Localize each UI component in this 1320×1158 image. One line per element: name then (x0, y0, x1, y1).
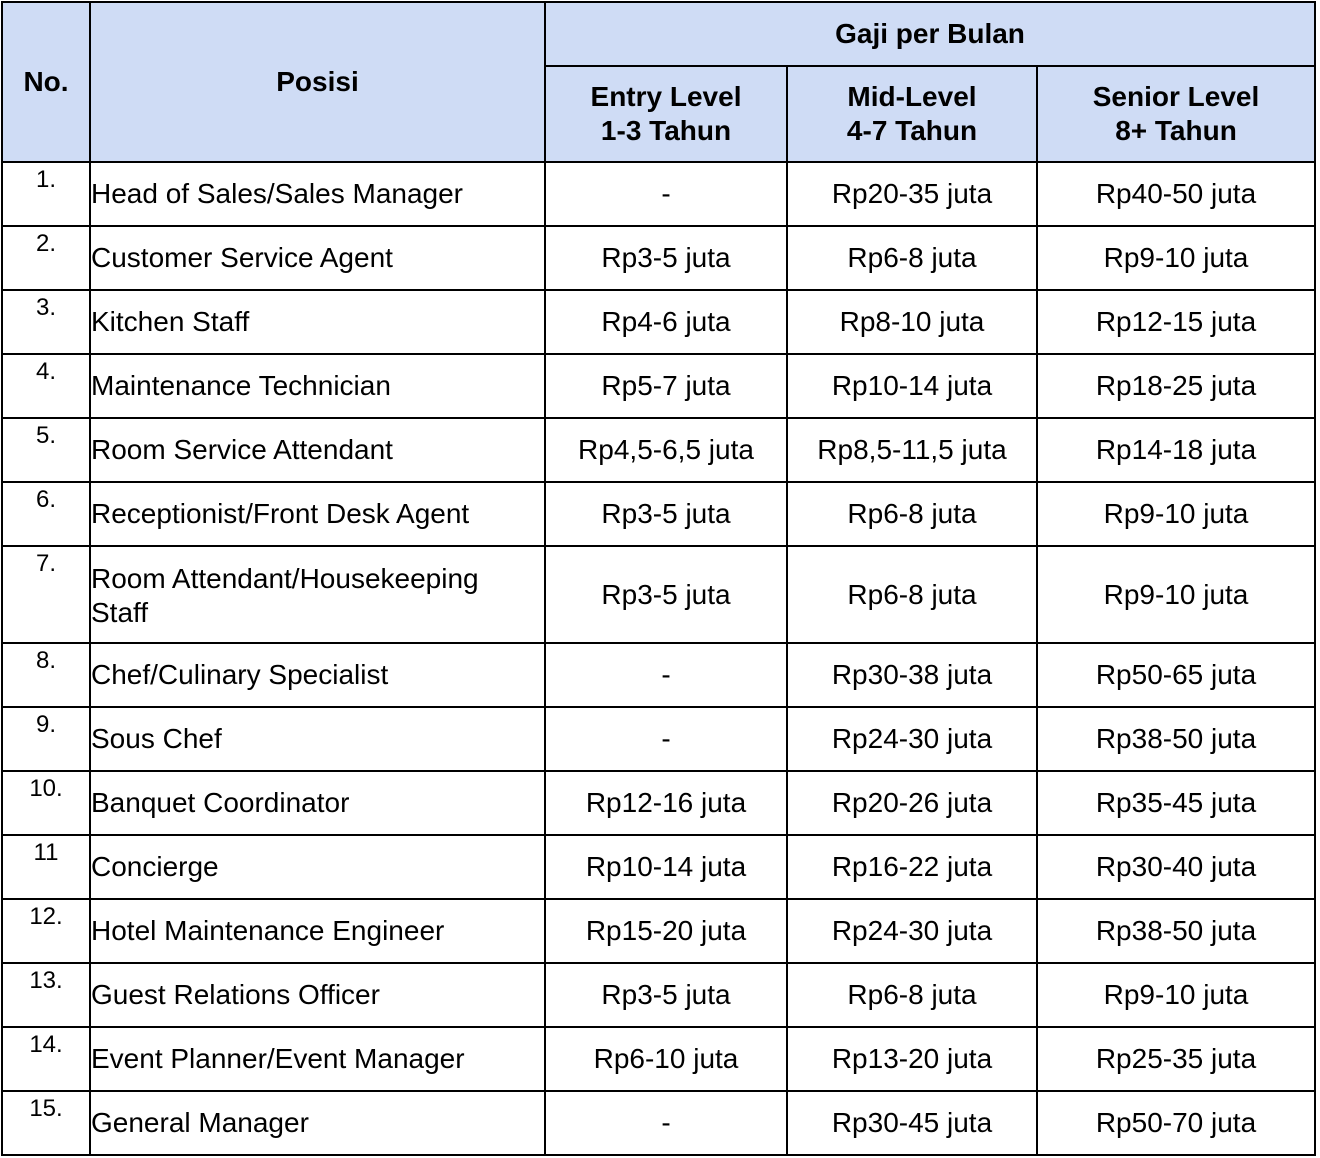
row-number: 12. (2, 899, 90, 963)
row-position: Sous Chef (90, 707, 545, 771)
row-position: Guest Relations Officer (90, 963, 545, 1027)
header-salary-group: Gaji per Bulan (545, 2, 1315, 66)
table-row (2, 546, 1315, 643)
row-entry-salary: Rp4-6 juta (545, 290, 787, 354)
row-mid-salary: Rp16-22 juta (787, 835, 1037, 899)
row-position: Kitchen Staff (90, 290, 545, 354)
row-mid-salary: Rp6-8 juta (787, 226, 1037, 290)
row-number: 13. (2, 963, 90, 1027)
header-senior-level-name: Senior Level (1092, 81, 1260, 112)
row-number: 6. (2, 482, 90, 546)
row-number: 1. (2, 162, 90, 226)
row-position (90, 546, 545, 643)
header-senior-level-years: 8+ Tahun (1115, 115, 1237, 146)
row-number: 15. (2, 1091, 90, 1155)
row-position: Concierge (90, 835, 545, 899)
table-row (2, 418, 1315, 482)
row-number: 11 (2, 835, 90, 899)
row-position: Maintenance Technician (90, 354, 545, 418)
row-mid-salary: Rp8,5-11,5 juta (787, 418, 1037, 482)
row-senior-salary: Rp9-10 juta (1037, 226, 1315, 290)
row-senior-salary: Rp30-40 juta (1037, 835, 1315, 899)
header-entry-level (545, 66, 787, 162)
row-number: 14. (2, 1027, 90, 1091)
row-number: 3. (2, 290, 90, 354)
table-row (2, 835, 1315, 899)
table-row (2, 899, 1315, 963)
row-mid-salary: Rp30-38 juta (787, 643, 1037, 707)
row-entry-salary: Rp3-5 juta (545, 482, 787, 546)
row-senior-salary: Rp38-50 juta (1037, 707, 1315, 771)
row-position: General Manager (90, 1091, 545, 1155)
row-number: 2. (2, 226, 90, 290)
row-mid-salary: Rp30-45 juta (787, 1091, 1037, 1155)
table-row (2, 963, 1315, 1027)
row-senior-salary: Rp40-50 juta (1037, 162, 1315, 226)
row-mid-salary: Rp20-26 juta (787, 771, 1037, 835)
table-row (2, 162, 1315, 226)
row-senior-salary: Rp14-18 juta (1037, 418, 1315, 482)
row-entry-salary: Rp4,5-6,5 juta (545, 418, 787, 482)
row-entry-salary: Rp15-20 juta (545, 899, 787, 963)
row-mid-salary: Rp24-30 juta (787, 707, 1037, 771)
table-row (2, 707, 1315, 771)
header-entry-level-name: Entry Level (590, 81, 742, 112)
row-entry-salary: - (545, 1091, 787, 1155)
table-row (2, 1027, 1315, 1091)
row-entry-salary: Rp10-14 juta (545, 835, 787, 899)
row-senior-salary: Rp35-45 juta (1037, 771, 1315, 835)
row-number: 10. (2, 771, 90, 835)
row-position: Head of Sales/Sales Manager (90, 162, 545, 226)
row-senior-salary: Rp50-70 juta (1037, 1091, 1315, 1155)
row-position: Receptionist/Front Desk Agent (90, 482, 545, 546)
row-position: Room Service Attendant (90, 418, 545, 482)
table-row (2, 771, 1315, 835)
row-senior-salary: Rp9-10 juta (1037, 546, 1315, 643)
row-position: Hotel Maintenance Engineer (90, 899, 545, 963)
row-position: Event Planner/Event Manager (90, 1027, 545, 1091)
table-row (2, 643, 1315, 707)
table-row (2, 354, 1315, 418)
table-header (2, 2, 1315, 162)
table-row (2, 226, 1315, 290)
header-mid-level-name: Mid-Level (847, 81, 977, 112)
row-mid-salary: Rp13-20 juta (787, 1027, 1037, 1091)
row-number: 5. (2, 418, 90, 482)
row-senior-salary: Rp12-15 juta (1037, 290, 1315, 354)
header-no: No. (2, 2, 90, 162)
row-entry-salary: - (545, 707, 787, 771)
table-body (2, 162, 1315, 1155)
row-position: Chef/Culinary Specialist (90, 643, 545, 707)
row-entry-salary: Rp3-5 juta (545, 226, 787, 290)
row-mid-salary: Rp24-30 juta (787, 899, 1037, 963)
row-entry-salary: Rp3-5 juta (545, 546, 787, 643)
row-mid-salary: Rp8-10 juta (787, 290, 1037, 354)
row-number: 9. (2, 707, 90, 771)
table-row (2, 290, 1315, 354)
row-number: 4. (2, 354, 90, 418)
row-position: Customer Service Agent (90, 226, 545, 290)
header-posisi: Posisi (90, 2, 545, 162)
row-number: 8. (2, 643, 90, 707)
row-entry-salary: Rp12-16 juta (545, 771, 787, 835)
row-entry-salary: - (545, 643, 787, 707)
row-entry-salary: - (545, 162, 787, 226)
row-entry-salary: Rp6-10 juta (545, 1027, 787, 1091)
row-position: Banquet Coordinator (90, 771, 545, 835)
row-senior-salary: Rp38-50 juta (1037, 899, 1315, 963)
row-mid-salary: Rp10-14 juta (787, 354, 1037, 418)
row-senior-salary: Rp18-25 juta (1037, 354, 1315, 418)
table-row (2, 1091, 1315, 1155)
row-entry-salary: Rp3-5 juta (545, 963, 787, 1027)
row-number: 7. (2, 546, 90, 643)
header-mid-level-years: 4-7 Tahun (846, 115, 978, 146)
header-senior-level (1037, 66, 1315, 162)
row-senior-salary: Rp9-10 juta (1037, 482, 1315, 546)
row-mid-salary: Rp6-8 juta (787, 482, 1037, 546)
table-row (2, 482, 1315, 546)
salary-table (1, 1, 1316, 1156)
row-mid-salary: Rp20-35 juta (787, 162, 1037, 226)
row-mid-salary: Rp6-8 juta (787, 963, 1037, 1027)
row-mid-salary: Rp6-8 juta (787, 546, 1037, 643)
row-position-line: Staff (91, 597, 149, 628)
header-mid-level (787, 66, 1037, 162)
row-senior-salary: Rp25-35 juta (1037, 1027, 1315, 1091)
row-senior-salary: Rp50-65 juta (1037, 643, 1315, 707)
row-senior-salary: Rp9-10 juta (1037, 963, 1315, 1027)
row-position-line: Room Attendant/Housekeeping (91, 563, 479, 594)
row-entry-salary: Rp5-7 juta (545, 354, 787, 418)
header-entry-level-years: 1-3 Tahun (600, 115, 732, 146)
